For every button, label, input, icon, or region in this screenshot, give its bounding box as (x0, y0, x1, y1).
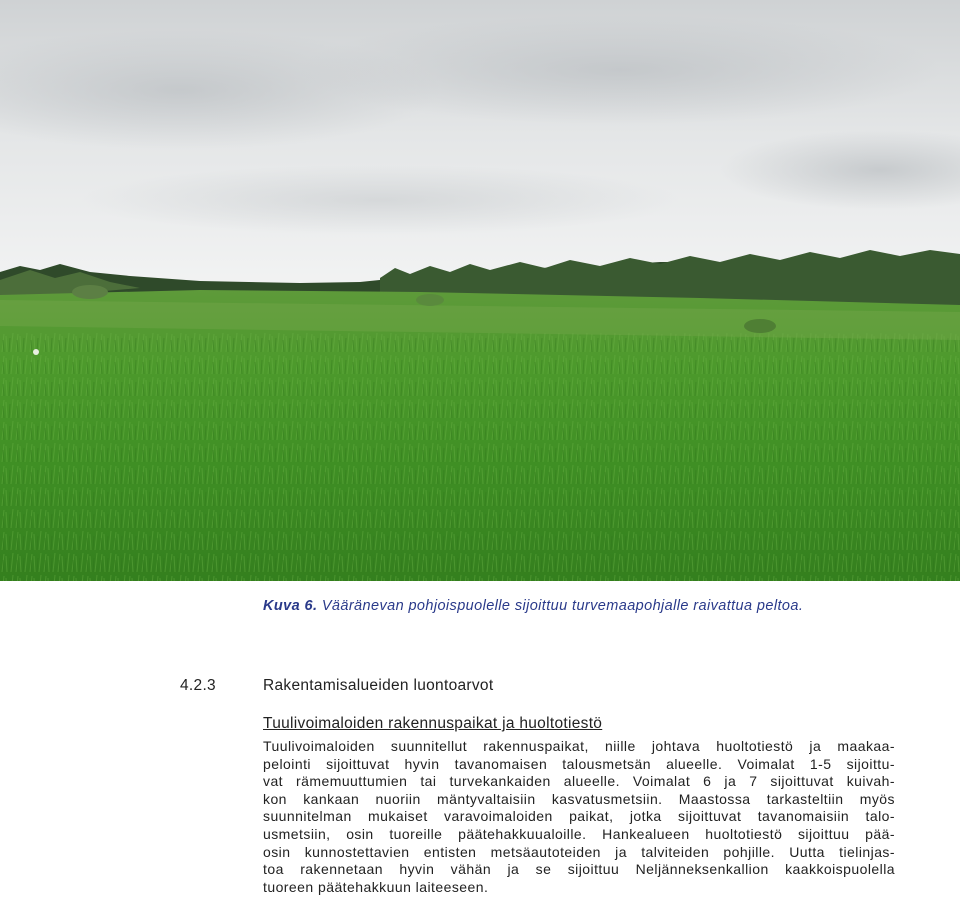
section-number: 4.2.3 (180, 677, 216, 694)
body-line: toa rakennetaan hyvin vähän ja se sijoittuu Neljänneksenkallion kaakkoispuolella (263, 861, 895, 878)
section-heading (180, 677, 493, 695)
body-line: pelointi sijoittuvat hyvin tavanomaisen talousmetsän alueelle. Voimalat 1-5 sijoittu- (263, 755, 895, 772)
figure-caption-text: Vääränevan pohjoispuolelle sijoittuu turvemaapohjalle raivattua peltoa. (321, 598, 804, 614)
body-line: osin kunnostettavien entisten metsäautoteiden ja talviteiden pohjille. Uutta tielinjas- (263, 843, 895, 860)
body-line: suunnitelman mukaiset varavoimaloiden paikat, jotka sijoittuvat tavanomaisiin talo- (263, 808, 895, 825)
figure-caption-label: Kuva 6. (263, 598, 318, 614)
subheading: Tuulivoimaloiden rakennuspaikat ja huoltotiestö (263, 715, 603, 732)
body-line: usmetsiin, osin tuoreille päätehakkuualoille. Hankealueen huoltotiestö sijoittuu pää- (263, 825, 895, 842)
body-line: Tuulivoimaloiden suunnitellut rakennuspaikat, niille johtava huoltotiestö ja maakaa- (263, 738, 895, 754)
body-line: vat rämemuuttumien tai turvekankaiden alueelle. Voimalat 6 ja 7 sijoittuvat kuivah- (263, 773, 895, 790)
body-paragraph (263, 738, 895, 896)
body-line: tuoreen päätehakkuun laiteeseen. (263, 878, 489, 895)
figure-caption (263, 598, 943, 614)
section-title: Rakentamisalueiden luontoarvot (263, 677, 494, 694)
body-line: kon kankaan nuoriin mäntyvaltaisiin kasvatusmetsiin. Maastossa tarkasteltiin myös (263, 790, 895, 807)
